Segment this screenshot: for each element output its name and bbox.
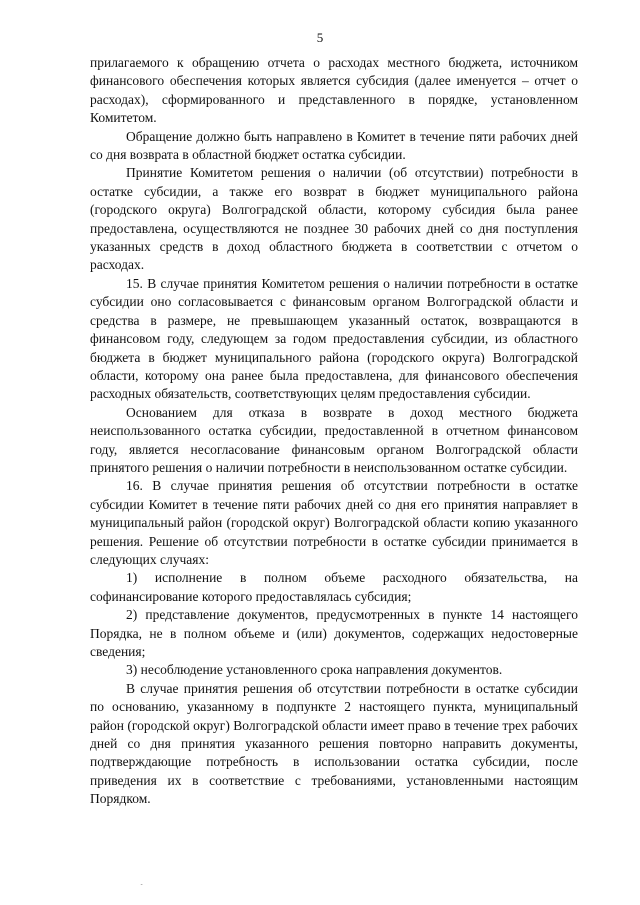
paragraph: 15. В случае принятия Комитетом решения о наличии потребности в остатке субсидии оно согласовывается с финансовым органом Волгоградской области и средства в размере, не превышающем указанный остаток, возвращаются в финансовом году, следующем за годом предоставления субсидии, из областного бюджета в бюджет муниципального района (городского округа) Волгоградской области, которому она ранее была предоставлена, для финансового обеспечения расходных обязательств, соответствующих целям предоставления субсидии. xyxy=(90,275,578,402)
document-body xyxy=(90,54,578,809)
paragraph: Основанием для отказа в возврате в доход местного бюджета неиспользованного остатка субсидии, предоставленной в отчетном финансовом году, является несогласование финансовым органом Волгоградской области принятого решения о наличии потребности в неиспользованном остатке субсидии. xyxy=(90,404,578,475)
paragraph: 16. В случае принятия решения об отсутствии потребности в остатке субсидии Комитет в течение пяти рабочих дней со дня его принятия направляет в муниципальный район (городской округ) Волгоградской области копию указанного решения. Решение об отсутствии потребности в остатке субсидии принимается в следующих случаях: xyxy=(90,478,578,567)
paragraph: Обращение должно быть направлено в Комитет в течение пяти рабочих дней со дня возврата в областной бюджет остатка субсидии. xyxy=(90,128,578,163)
paragraph: прилагаемого к обращению отчета о расходах местного бюджета, источником финансового обеспечения которых является субсидия (далее именуется – отчет о расходах), сформированного и представленного в порядке, установленном Комитетом. xyxy=(90,55,578,126)
paragraph: Принятие Комитетом решения о наличии (об отсутствии) потребности в остатке субсидии, а также его возврат в бюджет муниципального района (городского округа) Волгоградской области, которому субсидия была ранее предоставлена, осуществляются не позднее 30 рабочих дней со дня поступления указанных средств в доход областного бюджета в соответствии с отчетом о расходах. xyxy=(90,165,578,273)
list-item: 3) несоблюдение установленного срока направления документов. xyxy=(126,662,503,678)
paragraph: В случае принятия решения об отсутствии потребности в остатке субсидии по основанию, указанному в подпункте 2 настоящего пункта, муниципальный район (городской округ) Волгоградской области имеет право в течение трех рабочих дней со дня принятия указанного решения повторно направить документы, подтверждающие потребность в использовании остатка субсидии, после приведения их в соответствие с требованиями, установленными настоящим Порядком. xyxy=(90,680,578,807)
list-item: 1) исполнение в полном объеме расходного обязательства, на софинансирование которого предоставлялась субсидия; xyxy=(90,570,578,604)
page-number: 5 xyxy=(316,30,324,45)
scan-mark: ˏ xyxy=(135,875,144,887)
list-item: 2) представление документов, предусмотренных в пункте 14 настоящего Порядка, не в полном объеме и (или) документов, содержащих недостоверные сведения; xyxy=(90,607,578,659)
